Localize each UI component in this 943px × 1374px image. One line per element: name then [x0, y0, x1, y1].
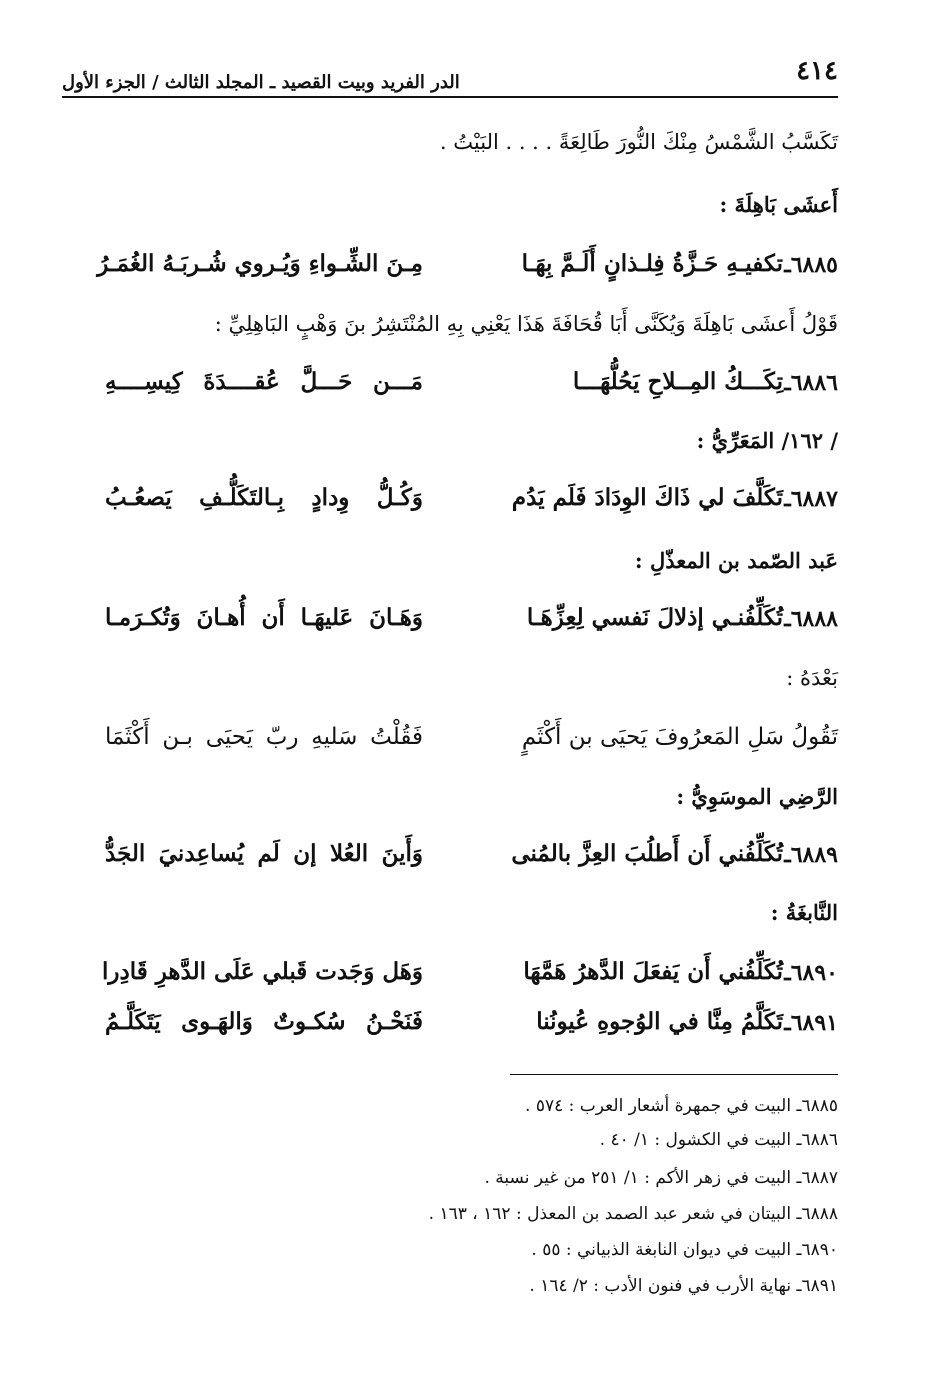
header-divider: [62, 96, 838, 98]
first-hemistich: تَكَلَّمُ مِنَّا في الوُجوهِ عُيونُنا: [536, 1008, 783, 1035]
poet-heading: أَعشَى بَاهِلَةَ :: [719, 192, 838, 217]
footnote: ٦٨٨٦ـ البيت في الكشول : ١/ ٤٠ .: [599, 1130, 838, 1150]
first-hemistich: تُكَلِّفُني أَن أَطلُبَ العِزَّ بالمُنى: [511, 840, 783, 867]
poet-heading: عَبد الصّمد بن المعذّلِ :: [634, 548, 838, 573]
verse-number: ٦٨٨٧ـ: [784, 486, 838, 512]
footnote-divider: [510, 1074, 838, 1075]
verse-number: ٦٨٨٨ـ: [784, 606, 838, 632]
first-hemistich: تَكَلَّفَ لي ذَاكَ الوِدَادَ فَلَم يَدُم: [511, 484, 783, 511]
first-hemistich: تُكَلِّفُنـي إذلالَ نَفسي لِعِزِّهَـا: [526, 604, 783, 631]
first-hemistich: تِكَـــكُ المِــلاحِ يَحُلُّهَـــا: [572, 368, 783, 395]
verse-number: ٦٨٨٦ـ: [784, 370, 838, 396]
verse-number: ٦٨٨٩ـ: [784, 842, 838, 868]
first-hemistich: تُكَلِّفُني أَن يَفعَلَ الدَّهرُ هَمَّهَا: [523, 958, 783, 985]
verse-number: ٦٨٨٥ـ: [784, 252, 838, 278]
second-hemistich: فَقُلْتُ سَليهِ ربّ يَحيَى بـن أَكْثَمَا: [105, 724, 423, 750]
second-hemistich: وَهَل وَجَدت قَبلي عَلَى الدَّهرِ قَادِرا: [101, 958, 423, 985]
running-title: الدر الفريد وبيت القصيد ـ المجلد الثالث / الجزء الأول: [62, 72, 460, 93]
footnote: ٦٨٩٠ـ البيت في ديوان النابغة الذبياني : ٥٥ .: [531, 1240, 838, 1260]
poet-heading: بَعْدَهُ :: [786, 666, 838, 690]
footnote: ٦٨٨٨ـ البيتان في شعر عبد الصمد بن المعذل : ١٦٢ ، ١٦٣ .: [428, 1204, 838, 1224]
commentary-line: قَوْلُ أَعشَى بَاهِلَةَ وَيُكَنَّى أَبَا قُحَافَةَ هَذَا يَعْنِي بِهِ المُنْتَشِرُ بنَ وَهْبٍ البَاهِلِيِّ :: [214, 312, 838, 336]
second-hemistich: وَكُـلُّ وِدادٍ بِـالتَكَلُّـفِ يَصعُـبُ: [105, 484, 423, 511]
second-hemistich: وَهَـانَ عَليهَـا أَن أُهـانَ وَتُكـرَمـا: [105, 604, 423, 631]
first-hemistich: تكفيـهِ حَـزَّةُ فِلـذانٍ أَلَـمَّ بِهَـا: [521, 250, 783, 277]
second-hemistich: مَـــن حَـــلَّ عُقــــدَةَ كِيسِــــهِ: [105, 368, 423, 395]
second-hemistich: مِـنَ الشِّـواءِ وَيُـروي شُـربَـهُ الغُمَـرُ: [97, 250, 423, 277]
verse-number: ٦٨٩٠ـ: [784, 960, 838, 986]
first-hemistich: تَقُولُ سَلِ المَعرُوفَ يَحيَى بن أَكْثَمٍ: [521, 724, 838, 750]
page-header: [62, 56, 838, 96]
footnote: ٦٨٨٥ـ البيت في جمهرة أشعار العرب : ٥٧٤ .: [525, 1096, 838, 1116]
verse-number: ٦٨٩١ـ: [784, 1010, 838, 1036]
poet-heading: الرَّضِي الموسَوِيُّ :: [676, 784, 838, 809]
footnote: ٦٨٩١ـ نهاية الأرب في فنون الأدب : ٢/ ١٦٤ .: [529, 1276, 838, 1296]
second-hemistich: وَأَينَ العُلا إن لَم يُساعِدنيَ الجَدُّ: [105, 840, 423, 867]
second-hemistich: فَنَحْـنُ سُكـوتٌ وَالهَـوى يَتَكَلَّـمُ: [105, 1008, 423, 1035]
page-number: ٤١٤: [796, 56, 838, 86]
poet-heading: النَّابغَةُ :: [770, 900, 838, 925]
footnote: ٦٨٨٧ـ البيت في زهر الأكم : ١/ ٢٥١ من غير نسبة .: [484, 1168, 838, 1188]
poet-heading: / ١٦٢/ المَعَرِّيُّ :: [696, 428, 838, 453]
intro-line: تَكَسَّبُ الشَّمْسُ مِنْكَ النُّورَ طَالِعَةً . . . . البَيْتُ .: [439, 130, 838, 154]
